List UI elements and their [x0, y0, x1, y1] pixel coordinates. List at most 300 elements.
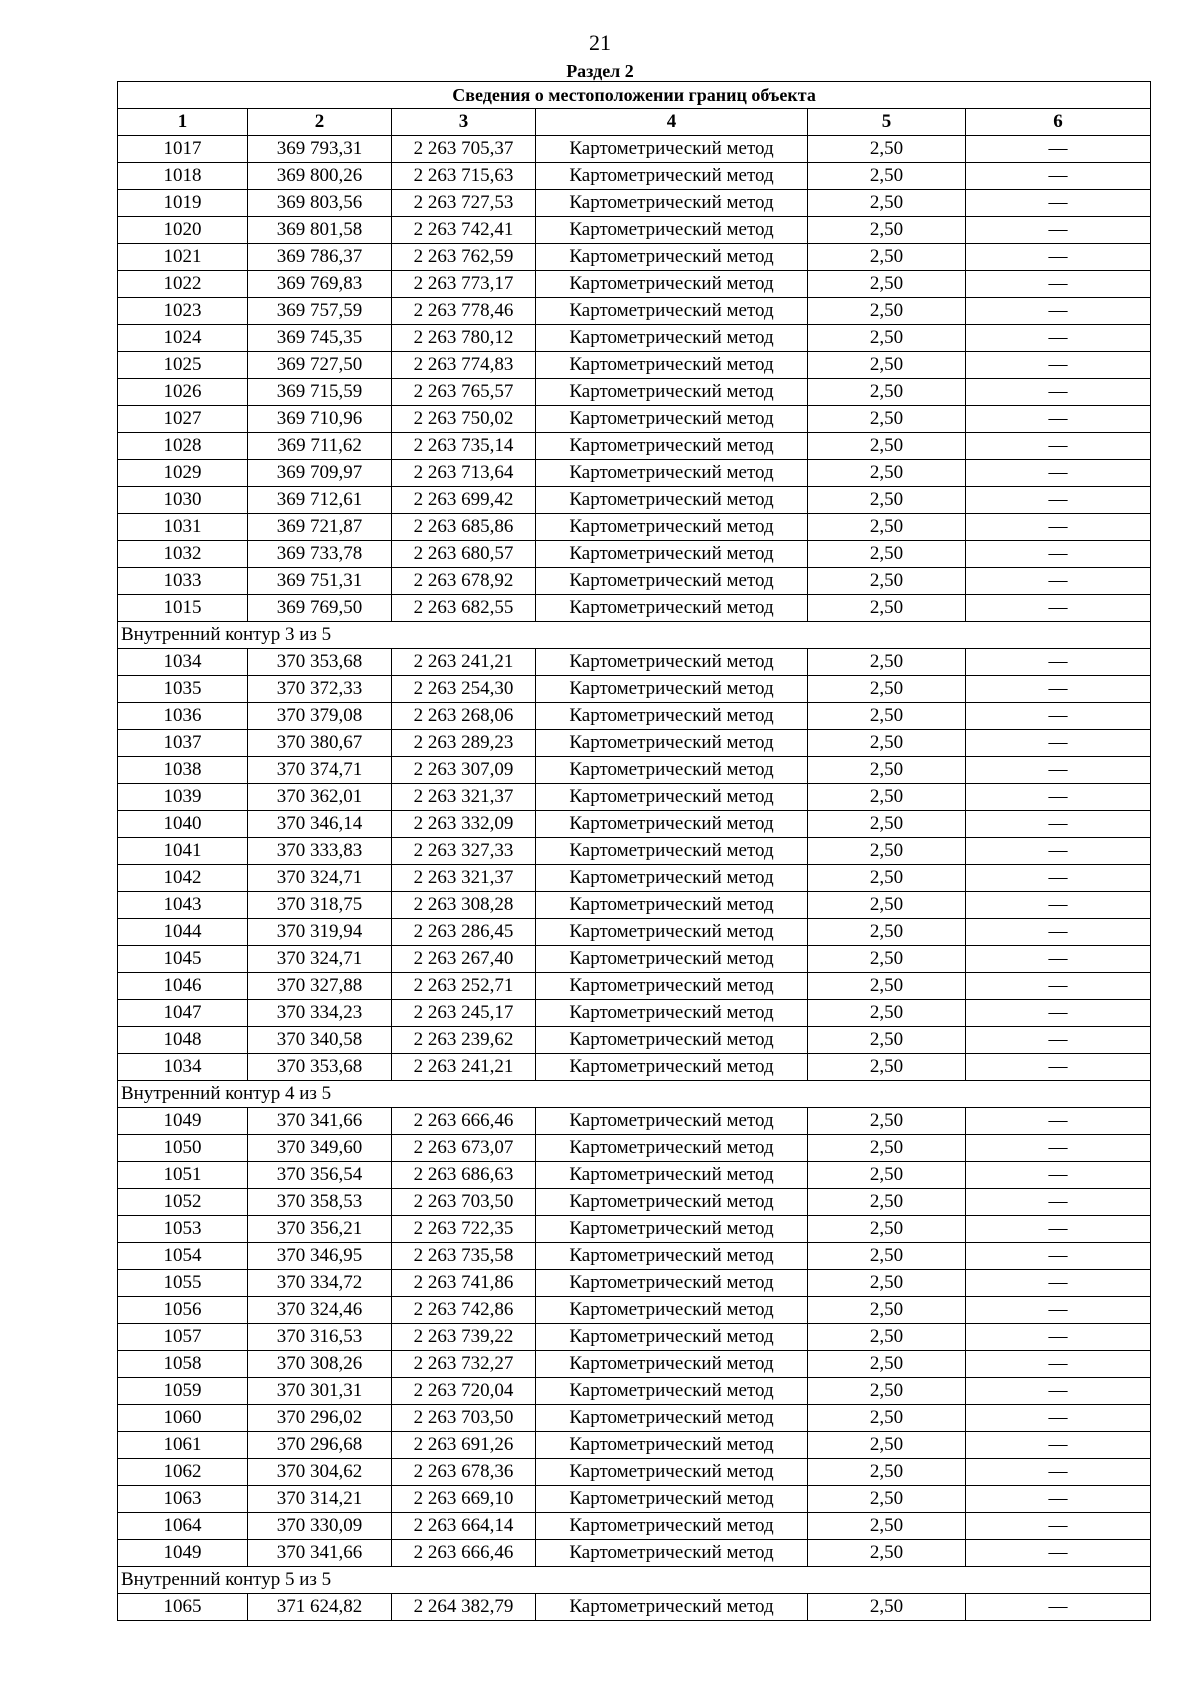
description-cell: —: [966, 244, 1151, 271]
x-coordinate-cell: 370 346,95: [248, 1243, 392, 1270]
method-cell: Картометрический метод: [536, 973, 808, 1000]
x-coordinate-cell: 369 745,35: [248, 325, 392, 352]
method-cell: Картометрический метод: [536, 1459, 808, 1486]
x-coordinate-cell: 370 356,21: [248, 1216, 392, 1243]
method-cell: Картометрический метод: [536, 1216, 808, 1243]
y-coordinate-cell: 2 263 705,37: [392, 136, 536, 163]
point-number-cell: 1029: [118, 460, 248, 487]
point-number-cell: 1047: [118, 1000, 248, 1027]
accuracy-cell: 2,50: [808, 271, 966, 298]
x-coordinate-cell: 369 727,50: [248, 352, 392, 379]
point-number-cell: 1049: [118, 1540, 248, 1567]
description-cell: —: [966, 865, 1151, 892]
contour-label: Внутренний контур 3 из 5: [118, 622, 1151, 649]
y-coordinate-cell: 2 263 739,22: [392, 1324, 536, 1351]
point-number-cell: 1040: [118, 811, 248, 838]
description-cell: —: [966, 811, 1151, 838]
table-row: [118, 379, 1151, 406]
x-coordinate-cell: 371 624,82: [248, 1594, 392, 1621]
method-cell: Картометрический метод: [536, 1135, 808, 1162]
accuracy-cell: 2,50: [808, 1297, 966, 1324]
method-cell: Картометрический метод: [536, 1189, 808, 1216]
table-row: [118, 1162, 1151, 1189]
accuracy-cell: 2,50: [808, 1189, 966, 1216]
point-number-cell: 1057: [118, 1324, 248, 1351]
table-row: [118, 1270, 1151, 1297]
table-row: [118, 865, 1151, 892]
y-coordinate-cell: 2 263 715,63: [392, 163, 536, 190]
point-number-cell: 1046: [118, 973, 248, 1000]
point-number-cell: 1019: [118, 190, 248, 217]
contour-row: [118, 1081, 1151, 1108]
table-caption: Сведения о местоположении границ объекта: [118, 82, 1151, 109]
point-number-cell: 1053: [118, 1216, 248, 1243]
x-coordinate-cell: 370 380,67: [248, 730, 392, 757]
description-cell: —: [966, 460, 1151, 487]
table-row: [118, 298, 1151, 325]
table-row: [118, 1216, 1151, 1243]
table-row: [118, 1054, 1151, 1081]
x-coordinate-cell: 370 374,71: [248, 757, 392, 784]
description-cell: —: [966, 649, 1151, 676]
point-number-cell: 1033: [118, 568, 248, 595]
description-cell: —: [966, 757, 1151, 784]
table-row: [118, 973, 1151, 1000]
point-number-cell: 1045: [118, 946, 248, 973]
table-row: [118, 514, 1151, 541]
method-cell: Картометрический метод: [536, 1540, 808, 1567]
y-coordinate-cell: 2 263 722,35: [392, 1216, 536, 1243]
table-row: [118, 136, 1151, 163]
description-cell: —: [966, 1594, 1151, 1621]
x-coordinate-cell: 369 751,31: [248, 568, 392, 595]
description-cell: —: [966, 1297, 1151, 1324]
x-coordinate-cell: 369 715,59: [248, 379, 392, 406]
y-coordinate-cell: 2 263 703,50: [392, 1189, 536, 1216]
table-row: [118, 946, 1151, 973]
point-number-cell: 1034: [118, 649, 248, 676]
accuracy-cell: 2,50: [808, 1054, 966, 1081]
table-row: [118, 1459, 1151, 1486]
point-number-cell: 1026: [118, 379, 248, 406]
y-coordinate-cell: 2 263 686,63: [392, 1162, 536, 1189]
contour-label: Внутренний контур 5 из 5: [118, 1567, 1151, 1594]
x-coordinate-cell: 370 333,83: [248, 838, 392, 865]
y-coordinate-cell: 2 263 774,83: [392, 352, 536, 379]
method-cell: Картометрический метод: [536, 217, 808, 244]
accuracy-cell: 2,50: [808, 460, 966, 487]
description-cell: —: [966, 433, 1151, 460]
point-number-cell: 1039: [118, 784, 248, 811]
point-number-cell: 1051: [118, 1162, 248, 1189]
y-coordinate-cell: 2 263 741,86: [392, 1270, 536, 1297]
description-cell: —: [966, 946, 1151, 973]
accuracy-cell: 2,50: [808, 379, 966, 406]
y-coordinate-cell: 2 263 268,06: [392, 703, 536, 730]
y-coordinate-cell: 2 263 252,71: [392, 973, 536, 1000]
x-coordinate-cell: 370 353,68: [248, 1054, 392, 1081]
y-coordinate-cell: 2 263 673,07: [392, 1135, 536, 1162]
accuracy-cell: 2,50: [808, 838, 966, 865]
y-coordinate-cell: 2 263 703,50: [392, 1405, 536, 1432]
accuracy-cell: 2,50: [808, 1162, 966, 1189]
accuracy-cell: 2,50: [808, 1108, 966, 1135]
x-coordinate-cell: 370 301,31: [248, 1378, 392, 1405]
table-row: [118, 460, 1151, 487]
table-row: [118, 1189, 1151, 1216]
method-cell: Картометрический метод: [536, 811, 808, 838]
section-title: Раздел 2: [566, 61, 634, 81]
contour-row: [118, 622, 1151, 649]
description-cell: —: [966, 1459, 1151, 1486]
point-number-cell: 1054: [118, 1243, 248, 1270]
y-coordinate-cell: 2 263 750,02: [392, 406, 536, 433]
point-number-cell: 1048: [118, 1027, 248, 1054]
description-cell: —: [966, 217, 1151, 244]
table-row: [118, 784, 1151, 811]
method-cell: Картометрический метод: [536, 595, 808, 622]
description-cell: —: [966, 406, 1151, 433]
point-number-cell: 1041: [118, 838, 248, 865]
y-coordinate-cell: 2 263 669,10: [392, 1486, 536, 1513]
x-coordinate-cell: 369 800,26: [248, 163, 392, 190]
x-coordinate-cell: 370 340,58: [248, 1027, 392, 1054]
table-row: [118, 757, 1151, 784]
column-header: 2: [248, 109, 392, 136]
column-header: 6: [966, 109, 1151, 136]
accuracy-cell: 2,50: [808, 298, 966, 325]
x-coordinate-cell: 369 769,50: [248, 595, 392, 622]
accuracy-cell: 2,50: [808, 1216, 966, 1243]
point-number-cell: 1034: [118, 1054, 248, 1081]
x-coordinate-cell: 370 372,33: [248, 676, 392, 703]
point-number-cell: 1036: [118, 703, 248, 730]
table-row: [118, 1405, 1151, 1432]
point-number-cell: 1052: [118, 1189, 248, 1216]
y-coordinate-cell: 2 263 241,21: [392, 649, 536, 676]
accuracy-cell: 2,50: [808, 136, 966, 163]
y-coordinate-cell: 2 263 241,21: [392, 1054, 536, 1081]
x-coordinate-cell: 369 786,37: [248, 244, 392, 271]
accuracy-cell: 2,50: [808, 1486, 966, 1513]
accuracy-cell: 2,50: [808, 1135, 966, 1162]
method-cell: Картометрический метод: [536, 1513, 808, 1540]
accuracy-cell: 2,50: [808, 919, 966, 946]
accuracy-cell: 2,50: [808, 1351, 966, 1378]
x-coordinate-cell: 370 316,53: [248, 1324, 392, 1351]
page-number: 21: [589, 30, 611, 55]
column-header: 3: [392, 109, 536, 136]
accuracy-cell: 2,50: [808, 1378, 966, 1405]
description-cell: —: [966, 1405, 1151, 1432]
y-coordinate-cell: 2 263 699,42: [392, 487, 536, 514]
table-row: [118, 1000, 1151, 1027]
method-cell: Картометрический метод: [536, 1405, 808, 1432]
description-cell: —: [966, 1189, 1151, 1216]
description-cell: —: [966, 190, 1151, 217]
x-coordinate-cell: 370 319,94: [248, 919, 392, 946]
accuracy-cell: 2,50: [808, 1540, 966, 1567]
y-coordinate-cell: 2 263 735,14: [392, 433, 536, 460]
accuracy-cell: 2,50: [808, 514, 966, 541]
description-cell: —: [966, 1486, 1151, 1513]
table-row: [118, 244, 1151, 271]
x-coordinate-cell: 370 341,66: [248, 1108, 392, 1135]
description-cell: —: [966, 838, 1151, 865]
accuracy-cell: 2,50: [808, 1594, 966, 1621]
point-number-cell: 1049: [118, 1108, 248, 1135]
x-coordinate-cell: 370 358,53: [248, 1189, 392, 1216]
method-cell: Картометрический метод: [536, 892, 808, 919]
description-cell: —: [966, 1540, 1151, 1567]
point-number-cell: 1022: [118, 271, 248, 298]
point-number-cell: 1043: [118, 892, 248, 919]
method-cell: Картометрический метод: [536, 919, 808, 946]
y-coordinate-cell: 2 263 254,30: [392, 676, 536, 703]
x-coordinate-cell: 369 733,78: [248, 541, 392, 568]
description-cell: —: [966, 514, 1151, 541]
point-number-cell: 1030: [118, 487, 248, 514]
y-coordinate-cell: 2 263 664,14: [392, 1513, 536, 1540]
accuracy-cell: 2,50: [808, 973, 966, 1000]
accuracy-cell: 2,50: [808, 703, 966, 730]
table-row: [118, 271, 1151, 298]
y-coordinate-cell: 2 263 732,27: [392, 1351, 536, 1378]
method-cell: Картометрический метод: [536, 784, 808, 811]
y-coordinate-cell: 2 263 762,59: [392, 244, 536, 271]
x-coordinate-cell: 370 349,60: [248, 1135, 392, 1162]
y-coordinate-cell: 2 264 382,79: [392, 1594, 536, 1621]
x-coordinate-cell: 369 711,62: [248, 433, 392, 460]
description-cell: —: [966, 1324, 1151, 1351]
point-number-cell: 1023: [118, 298, 248, 325]
x-coordinate-cell: 370 334,23: [248, 1000, 392, 1027]
table-row: [118, 568, 1151, 595]
table-row: [118, 1027, 1151, 1054]
accuracy-cell: 2,50: [808, 1270, 966, 1297]
table-row: [118, 1351, 1151, 1378]
point-number-cell: 1037: [118, 730, 248, 757]
x-coordinate-cell: 370 308,26: [248, 1351, 392, 1378]
y-coordinate-cell: 2 263 321,37: [392, 784, 536, 811]
accuracy-cell: 2,50: [808, 1405, 966, 1432]
accuracy-cell: 2,50: [808, 1459, 966, 1486]
y-coordinate-cell: 2 263 321,37: [392, 865, 536, 892]
column-header: 5: [808, 109, 966, 136]
description-cell: —: [966, 703, 1151, 730]
x-coordinate-cell: 370 324,46: [248, 1297, 392, 1324]
x-coordinate-cell: 370 324,71: [248, 865, 392, 892]
table-row: [118, 217, 1151, 244]
description-cell: —: [966, 1000, 1151, 1027]
x-coordinate-cell: 370 296,68: [248, 1432, 392, 1459]
table-row: [118, 676, 1151, 703]
table-body: [118, 136, 1151, 1621]
method-cell: Картометрический метод: [536, 1486, 808, 1513]
point-number-cell: 1015: [118, 595, 248, 622]
x-coordinate-cell: 370 318,75: [248, 892, 392, 919]
method-cell: Картометрический метод: [536, 298, 808, 325]
description-cell: —: [966, 379, 1151, 406]
table-row: [118, 838, 1151, 865]
method-cell: Картометрический метод: [536, 379, 808, 406]
method-cell: Картометрический метод: [536, 1378, 808, 1405]
description-cell: —: [966, 163, 1151, 190]
accuracy-cell: 2,50: [808, 1243, 966, 1270]
point-number-cell: 1020: [118, 217, 248, 244]
caption-row: [118, 82, 1151, 109]
y-coordinate-cell: 2 263 682,55: [392, 595, 536, 622]
point-number-cell: 1042: [118, 865, 248, 892]
method-cell: Картометрический метод: [536, 136, 808, 163]
accuracy-cell: 2,50: [808, 163, 966, 190]
method-cell: Картометрический метод: [536, 1594, 808, 1621]
method-cell: Картометрический метод: [536, 703, 808, 730]
y-coordinate-cell: 2 263 666,46: [392, 1108, 536, 1135]
point-number-cell: 1055: [118, 1270, 248, 1297]
method-cell: Картометрический метод: [536, 1324, 808, 1351]
y-coordinate-cell: 2 263 332,09: [392, 811, 536, 838]
point-number-cell: 1027: [118, 406, 248, 433]
method-cell: Картометрический метод: [536, 1270, 808, 1297]
accuracy-cell: 2,50: [808, 595, 966, 622]
point-number-cell: 1060: [118, 1405, 248, 1432]
point-number-cell: 1035: [118, 676, 248, 703]
method-cell: Картометрический метод: [536, 460, 808, 487]
accuracy-cell: 2,50: [808, 568, 966, 595]
y-coordinate-cell: 2 263 685,86: [392, 514, 536, 541]
y-coordinate-cell: 2 263 742,41: [392, 217, 536, 244]
table-row: [118, 649, 1151, 676]
method-cell: Картометрический метод: [536, 1351, 808, 1378]
x-coordinate-cell: 370 346,14: [248, 811, 392, 838]
table-row: [118, 1486, 1151, 1513]
y-coordinate-cell: 2 263 678,92: [392, 568, 536, 595]
y-coordinate-cell: 2 263 742,86: [392, 1297, 536, 1324]
y-coordinate-cell: 2 263 327,33: [392, 838, 536, 865]
method-cell: Картометрический метод: [536, 541, 808, 568]
x-coordinate-cell: 370 362,01: [248, 784, 392, 811]
description-cell: —: [966, 973, 1151, 1000]
x-coordinate-cell: 369 757,59: [248, 298, 392, 325]
x-coordinate-cell: 370 356,54: [248, 1162, 392, 1189]
method-cell: Картометрический метод: [536, 190, 808, 217]
column-header: 1: [118, 109, 248, 136]
x-coordinate-cell: 370 379,08: [248, 703, 392, 730]
x-coordinate-cell: 370 327,88: [248, 973, 392, 1000]
description-cell: —: [966, 730, 1151, 757]
accuracy-cell: 2,50: [808, 217, 966, 244]
y-coordinate-cell: 2 263 773,17: [392, 271, 536, 298]
accuracy-cell: 2,50: [808, 946, 966, 973]
column-header-row: [118, 109, 1151, 136]
y-coordinate-cell: 2 263 778,46: [392, 298, 536, 325]
y-coordinate-cell: 2 263 286,45: [392, 919, 536, 946]
y-coordinate-cell: 2 263 245,17: [392, 1000, 536, 1027]
description-cell: —: [966, 1135, 1151, 1162]
table-row: [118, 892, 1151, 919]
description-cell: —: [966, 1270, 1151, 1297]
accuracy-cell: 2,50: [808, 1513, 966, 1540]
point-number-cell: 1056: [118, 1297, 248, 1324]
description-cell: —: [966, 487, 1151, 514]
point-number-cell: 1032: [118, 541, 248, 568]
table-row: [118, 1378, 1151, 1405]
x-coordinate-cell: 370 324,71: [248, 946, 392, 973]
table-row: [118, 1135, 1151, 1162]
y-coordinate-cell: 2 263 691,26: [392, 1432, 536, 1459]
description-cell: —: [966, 1513, 1151, 1540]
table-row: [118, 1540, 1151, 1567]
method-cell: Картометрический метод: [536, 1243, 808, 1270]
description-cell: —: [966, 568, 1151, 595]
x-coordinate-cell: 369 710,96: [248, 406, 392, 433]
x-coordinate-cell: 369 721,87: [248, 514, 392, 541]
method-cell: Картометрический метод: [536, 514, 808, 541]
point-number-cell: 1017: [118, 136, 248, 163]
method-cell: Картометрический метод: [536, 433, 808, 460]
point-number-cell: 1031: [118, 514, 248, 541]
method-cell: Картометрический метод: [536, 865, 808, 892]
description-cell: —: [966, 1378, 1151, 1405]
point-number-cell: 1064: [118, 1513, 248, 1540]
description-cell: —: [966, 919, 1151, 946]
accuracy-cell: 2,50: [808, 1027, 966, 1054]
y-coordinate-cell: 2 263 239,62: [392, 1027, 536, 1054]
method-cell: Картометрический метод: [536, 406, 808, 433]
y-coordinate-cell: 2 263 735,58: [392, 1243, 536, 1270]
table-row: [118, 1594, 1151, 1621]
accuracy-cell: 2,50: [808, 487, 966, 514]
point-number-cell: 1044: [118, 919, 248, 946]
table-row: [118, 1297, 1151, 1324]
point-number-cell: 1038: [118, 757, 248, 784]
y-coordinate-cell: 2 263 680,57: [392, 541, 536, 568]
method-cell: Картометрический метод: [536, 1297, 808, 1324]
accuracy-cell: 2,50: [808, 541, 966, 568]
table-row: [118, 1513, 1151, 1540]
accuracy-cell: 2,50: [808, 1000, 966, 1027]
table-row: [118, 595, 1151, 622]
x-coordinate-cell: 370 304,62: [248, 1459, 392, 1486]
accuracy-cell: 2,50: [808, 811, 966, 838]
accuracy-cell: 2,50: [808, 1432, 966, 1459]
table-row: [118, 487, 1151, 514]
description-cell: —: [966, 784, 1151, 811]
x-coordinate-cell: 370 330,09: [248, 1513, 392, 1540]
table-row: [118, 1243, 1151, 1270]
table-head: [118, 82, 1151, 136]
method-cell: Картометрический метод: [536, 568, 808, 595]
method-cell: Картометрический метод: [536, 838, 808, 865]
y-coordinate-cell: 2 263 720,04: [392, 1378, 536, 1405]
contour-label: Внутренний контур 4 из 5: [118, 1081, 1151, 1108]
table-row: [118, 325, 1151, 352]
method-cell: Картометрический метод: [536, 1432, 808, 1459]
description-cell: —: [966, 1216, 1151, 1243]
point-number-cell: 1050: [118, 1135, 248, 1162]
x-coordinate-cell: 369 769,83: [248, 271, 392, 298]
description-cell: —: [966, 325, 1151, 352]
x-coordinate-cell: 369 793,31: [248, 136, 392, 163]
table-row: [118, 406, 1151, 433]
x-coordinate-cell: 370 341,66: [248, 1540, 392, 1567]
table-row: [118, 433, 1151, 460]
point-number-cell: 1021: [118, 244, 248, 271]
method-cell: Картометрический метод: [536, 244, 808, 271]
accuracy-cell: 2,50: [808, 433, 966, 460]
point-number-cell: 1061: [118, 1432, 248, 1459]
